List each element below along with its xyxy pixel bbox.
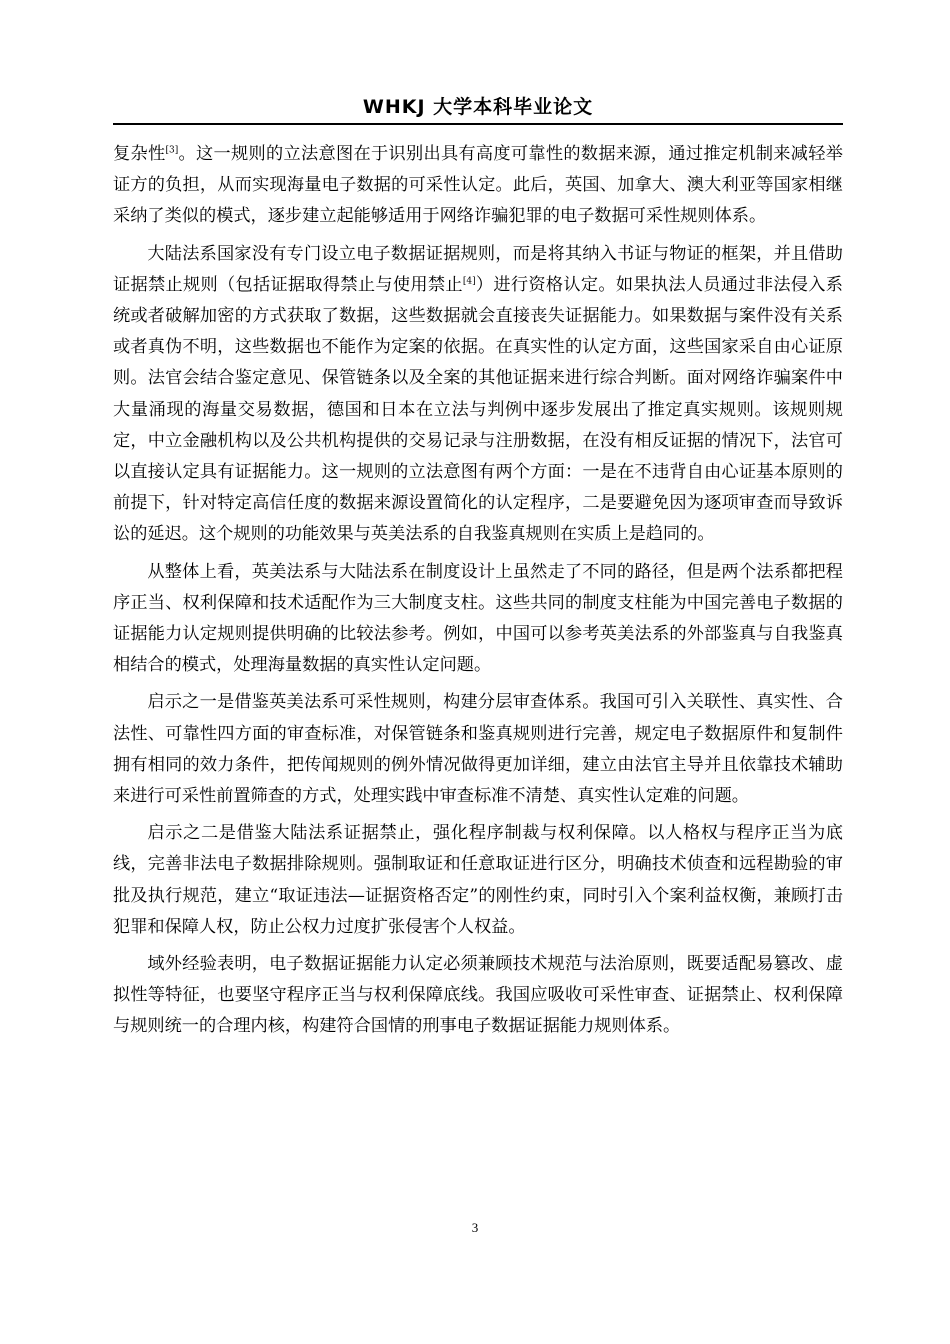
running-header: WHKJ 大学本科毕业论文: [362, 96, 594, 118]
paragraph-text: 大陆法系国家没有专门设立电子数据证据规则，而是将其纳入书证与物证的框架，并且借助证据禁止规则（包括证据取得禁止与使用禁止: [113, 243, 843, 295]
citation-marker: [4]: [462, 276, 476, 287]
paragraph-text: 启示之二是借鉴大陆法系证据禁止，强化程序制裁与权利保障。以人格权与程序正当为底线，完善非法电子数据排除规则。强制取证和任意取证进行区分，明确技术侦查和远程勘验的审批及执行规范，建立“取证违法—证据资格否定”的刚性约束，同时引入个案利益权衡，兼顾打击犯罪和保障人权，防止公权力过度扩张侵害个人权益。: [113, 823, 843, 937]
paragraph-1: [113, 139, 843, 233]
paragraph-text: ）进行资格认定。如果执法人员通过非法侵入系统或者破解加密的方式获取了数据，这些数据就会直接丧失证据能力。如果数据与案件没有关系或者真伪不明，这些数据也不能作为定案的依据。在真实性的认定方面，这些国家采自由心证原则。法官会结合鉴定意见、保管链条以及全案的其他证据来进行综合判断。面对网络诈骗案件中大量涌现的海量交易数据，德国和日本在立法与判例中逐步发展出了推定真实规则。该规则规定，中立金融机构以及公共机构提供的交易记录与注册数据，在没有相反证据的情况下，法官可以直接认定具有证据能力。这一规则的立法意图有两个方面：一是在不违背自由心证基本原则的前提下，针对特定高信任度的数据来源设置简化的认定程序，二是要避免因为逐项审查而导致诉讼的延迟。这个规则的功能效果与英美法系的自我鉴真规则在实质上是趋同的。: [113, 274, 843, 545]
paragraph-6: [113, 949, 843, 1043]
paragraph-text: 。这一规则的立法意图在于识别出具有高度可靠性的数据来源，通过推定机制来减轻举证方的负担，从而实现海量电子数据的可采性认定。此后，英国、加拿大、澳大利亚等国家相继采纳了类似的模式，逐步建立起能够适用于网络诈骗犯罪的电子数据可采性规则体系。: [113, 144, 843, 227]
citation-marker: [3]: [165, 145, 179, 156]
page-number: 3: [471, 1220, 479, 1235]
page-body: [113, 139, 843, 1049]
paragraph-text: 域外经验表明，电子数据证据能力认定必须兼顾技术规范与法治原则，既要适配易篡改、虚拟性等特征，也要坚守程序正当与权利保障底线。我国应吸收可采性审查、证据禁止、权利保障与规则统一的合理内核，构建符合国情的刑事电子数据证据能力规则体系。: [113, 954, 843, 1037]
paragraph-text: 复杂性: [113, 144, 166, 164]
paragraph-2: [113, 239, 843, 551]
paragraph-3: [113, 557, 843, 682]
paragraph-5: [113, 818, 843, 943]
header-divider: [113, 123, 843, 125]
paragraph-4: [113, 687, 843, 812]
paragraph-text: 启示之一是借鉴英美法系可采性规则，构建分层审查体系。我国可引入关联性、真实性、合法性、可靠性四方面的审查标准，对保管链条和鉴真规则进行完善，规定电子数据原件和复制件拥有相同的效力条件，把传闻规则的例外情况做得更加详细，建立由法官主导并且依靠技术辅助来进行可采性前置筛查的方式，处理实践中审查标准不清楚、真实性认定难的问题。: [113, 692, 843, 807]
paragraph-text: 从整体上看，英美法系与大陆法系在制度设计上虽然走了不同的路径，但是两个法系都把程序正当、权利保障和技术适配作为三大制度支柱。这些共同的制度支柱能为中国完善电子数据的证据能力认定规则提供明确的比较法参考。例如，中国可以参考英美法系的外部鉴真与自我鉴真相结合的模式，处理海量数据的真实性认定问题。: [113, 561, 843, 676]
